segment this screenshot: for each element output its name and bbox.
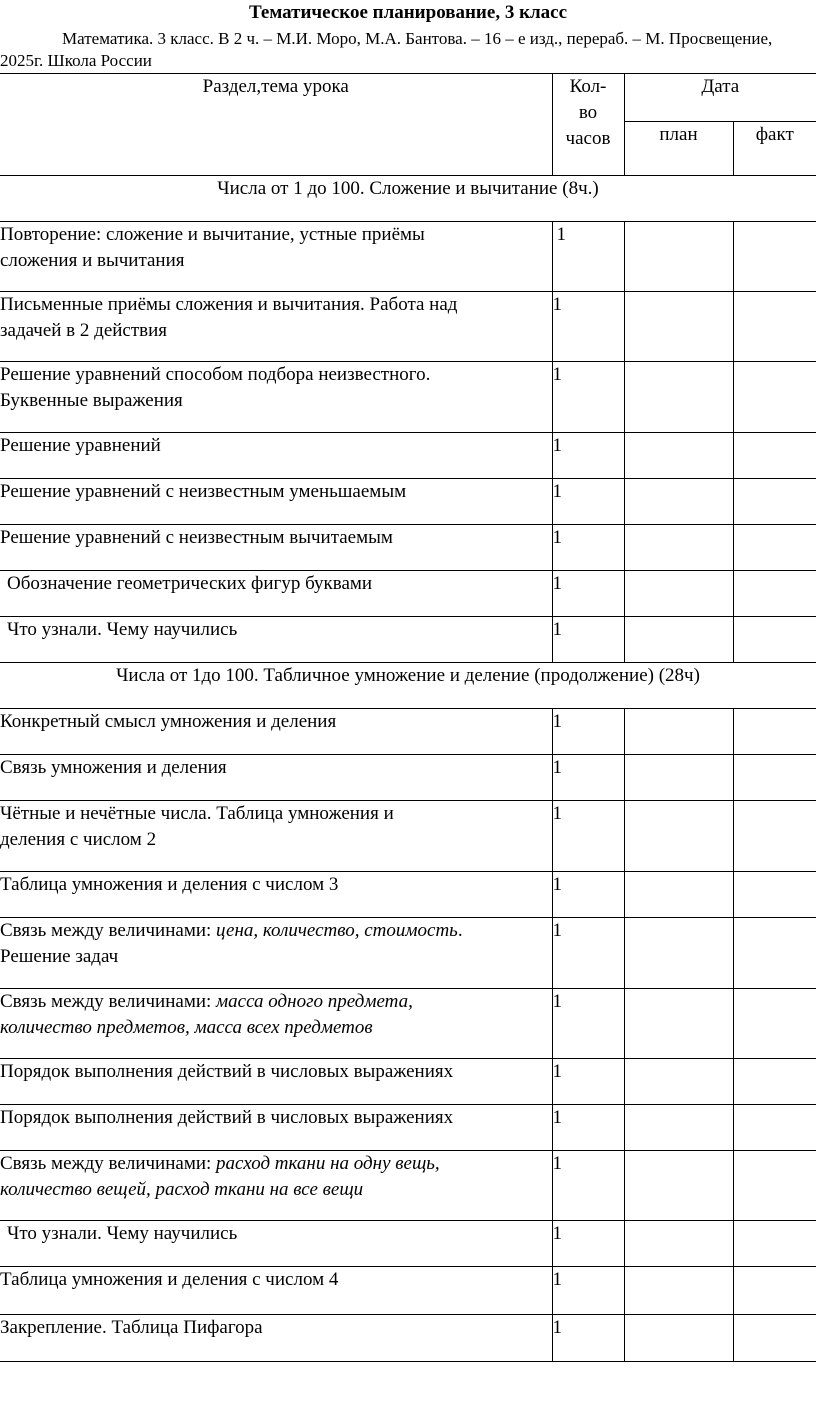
column-header-topic: Раздел,тема урока xyxy=(0,74,552,176)
lesson-hours: 1 xyxy=(552,989,624,1059)
lesson-date-fact xyxy=(733,222,816,292)
page-title: Тематическое планирование, 3 класс xyxy=(248,2,568,23)
lesson-hours: 1 xyxy=(552,709,624,755)
lesson-topic: Что узнали. Чему научились xyxy=(0,617,552,663)
lesson-date-plan xyxy=(624,222,733,292)
lesson-date-fact xyxy=(733,872,816,918)
column-header-hours-line: часов xyxy=(565,128,611,149)
column-header-hours-line: Кол- xyxy=(569,76,607,97)
lesson-topic: Решение уравнений xyxy=(0,433,552,479)
lesson-topic: Письменные приёмы сложения и вычитания. Работа над задачей в 2 действия xyxy=(0,292,552,362)
column-header-plan: план xyxy=(624,122,733,176)
lesson-hours: 1 xyxy=(552,1059,624,1105)
column-header-hours-line: во xyxy=(578,102,598,123)
lesson-date-plan xyxy=(624,1267,733,1315)
lesson-date-fact xyxy=(733,479,816,525)
lesson-topic: Порядок выполнения действий в числовых выражениях xyxy=(0,1059,552,1105)
section-row xyxy=(0,176,816,222)
lesson-date-fact xyxy=(733,1221,816,1267)
lesson-hours: 1 xyxy=(552,1105,624,1151)
lesson-date-plan xyxy=(624,362,733,433)
lesson-date-fact xyxy=(733,1059,816,1105)
lesson-date-plan xyxy=(624,1059,733,1105)
lesson-date-fact xyxy=(733,1105,816,1151)
lesson-topic: Связь между величинами: масса одного предмета, количество предметов, масса всех предметов xyxy=(0,989,552,1059)
section-row xyxy=(0,663,816,709)
lesson-date-plan xyxy=(624,989,733,1059)
table-row xyxy=(0,1267,816,1315)
lesson-topic: Решение уравнений с неизвестным вычитаемым xyxy=(0,525,552,571)
lesson-hours: 1 xyxy=(552,479,624,525)
lesson-date-fact xyxy=(733,918,816,989)
lesson-topic: Таблица умножения и деления с числом 4 xyxy=(0,1267,552,1315)
lesson-hours: 1 xyxy=(552,571,624,617)
table-row xyxy=(0,433,816,479)
table-row xyxy=(0,222,816,292)
table-row xyxy=(0,571,816,617)
lesson-date-fact xyxy=(733,709,816,755)
lesson-date-plan xyxy=(624,479,733,525)
table-row xyxy=(0,989,816,1059)
lesson-topic: Порядок выполнения действий в числовых выражениях xyxy=(0,1105,552,1151)
lesson-date-plan xyxy=(624,525,733,571)
lesson-hours: 1 xyxy=(552,755,624,801)
column-header-fact: факт xyxy=(733,122,816,176)
table-row xyxy=(0,292,816,362)
lesson-topic: Связь умножения и деления xyxy=(0,755,552,801)
lesson-date-plan xyxy=(624,755,733,801)
lesson-date-fact xyxy=(733,989,816,1059)
table-row xyxy=(0,479,816,525)
lesson-topic: Решение уравнений с неизвестным уменьшаемым xyxy=(0,479,552,525)
table-header-row xyxy=(0,74,816,122)
lesson-topic: Связь между величинами: цена, количество, стоимость. Решение задач xyxy=(0,918,552,989)
thematic-plan-table xyxy=(0,73,816,1362)
lesson-date-plan xyxy=(624,1151,733,1221)
lesson-hours: 1 xyxy=(552,872,624,918)
lesson-date-fact xyxy=(733,571,816,617)
lesson-hours: 1 xyxy=(552,801,624,872)
lesson-date-plan xyxy=(624,872,733,918)
section-title: Числа от 1до 100. Табличное умножение и деление (продолжение) (28ч) xyxy=(0,663,816,709)
lesson-date-plan xyxy=(624,1105,733,1151)
table-row xyxy=(0,1059,816,1105)
lesson-date-fact xyxy=(733,1151,816,1221)
lesson-topic: Таблица умножения и деления с числом 3 xyxy=(0,872,552,918)
lesson-date-fact xyxy=(733,617,816,663)
lesson-date-fact xyxy=(733,801,816,872)
lesson-date-fact xyxy=(733,292,816,362)
lesson-topic: Конкретный смысл умножения и деления xyxy=(0,709,552,755)
table-row xyxy=(0,1105,816,1151)
table-row xyxy=(0,525,816,571)
lesson-hours: 1 xyxy=(552,525,624,571)
lesson-hours: 1 xyxy=(552,362,624,433)
lesson-date-plan xyxy=(624,709,733,755)
lesson-date-fact xyxy=(733,1315,816,1362)
lesson-date-plan xyxy=(624,292,733,362)
table-row xyxy=(0,872,816,918)
lesson-date-plan xyxy=(624,617,733,663)
lesson-topic: Связь между величинами: расход ткани на одну вещь, количество вещей, расход ткани на все вещи xyxy=(0,1151,552,1221)
lesson-hours: 1 xyxy=(552,292,624,362)
lesson-topic: Закрепление. Таблица Пифагора xyxy=(0,1315,552,1362)
lesson-date-plan xyxy=(624,1315,733,1362)
table-row xyxy=(0,918,816,989)
lesson-date-fact xyxy=(733,1267,816,1315)
table-row xyxy=(0,1221,816,1267)
lesson-hours: 1 xyxy=(552,617,624,663)
textbook-reference: Математика. 3 класс. В 2 ч. – М.И. Моро, М.А. Бантова. – 16 – е изд., перераб. – М. Просвещение, xyxy=(62,29,773,48)
lesson-date-plan xyxy=(624,918,733,989)
section-title: Числа от 1 до 100. Сложение и вычитание (8ч.) xyxy=(0,176,816,222)
lesson-hours: 1 xyxy=(552,1267,624,1315)
lesson-date-fact xyxy=(733,362,816,433)
lesson-date-plan xyxy=(624,571,733,617)
table-row xyxy=(0,801,816,872)
lesson-date-fact xyxy=(733,525,816,571)
lesson-hours: 1 xyxy=(552,433,624,479)
lesson-hours: 1 xyxy=(552,1151,624,1221)
table-row xyxy=(0,1151,816,1221)
textbook-reference-continued: 2025г. Школа России xyxy=(0,51,152,70)
lesson-topic: Повторение: сложение и вычитание, устные приёмы сложения и вычитания xyxy=(0,222,552,292)
lesson-date-fact xyxy=(733,433,816,479)
table-row xyxy=(0,1315,816,1362)
column-header-hours xyxy=(552,74,624,176)
lesson-hours: 1 xyxy=(552,1315,624,1362)
lesson-hours: 1 xyxy=(552,222,624,292)
column-header-date: Дата xyxy=(624,74,816,122)
table-row xyxy=(0,755,816,801)
lesson-date-plan xyxy=(624,1221,733,1267)
lesson-date-plan xyxy=(624,801,733,872)
table-row xyxy=(0,362,816,433)
lesson-date-plan xyxy=(624,433,733,479)
lesson-topic: Что узнали. Чему научились xyxy=(0,1221,552,1267)
lesson-hours: 1 xyxy=(552,918,624,989)
lesson-hours: 1 xyxy=(552,1221,624,1267)
lesson-date-fact xyxy=(733,755,816,801)
lesson-topic: Обозначение геометрических фигур буквами xyxy=(0,571,552,617)
lesson-topic: Чётные и нечётные числа. Таблица умножения и деления с числом 2 xyxy=(0,801,552,872)
table-row xyxy=(0,617,816,663)
table-row xyxy=(0,709,816,755)
lesson-topic: Решение уравнений способом подбора неизвестного. Буквенные выражения xyxy=(0,362,552,433)
